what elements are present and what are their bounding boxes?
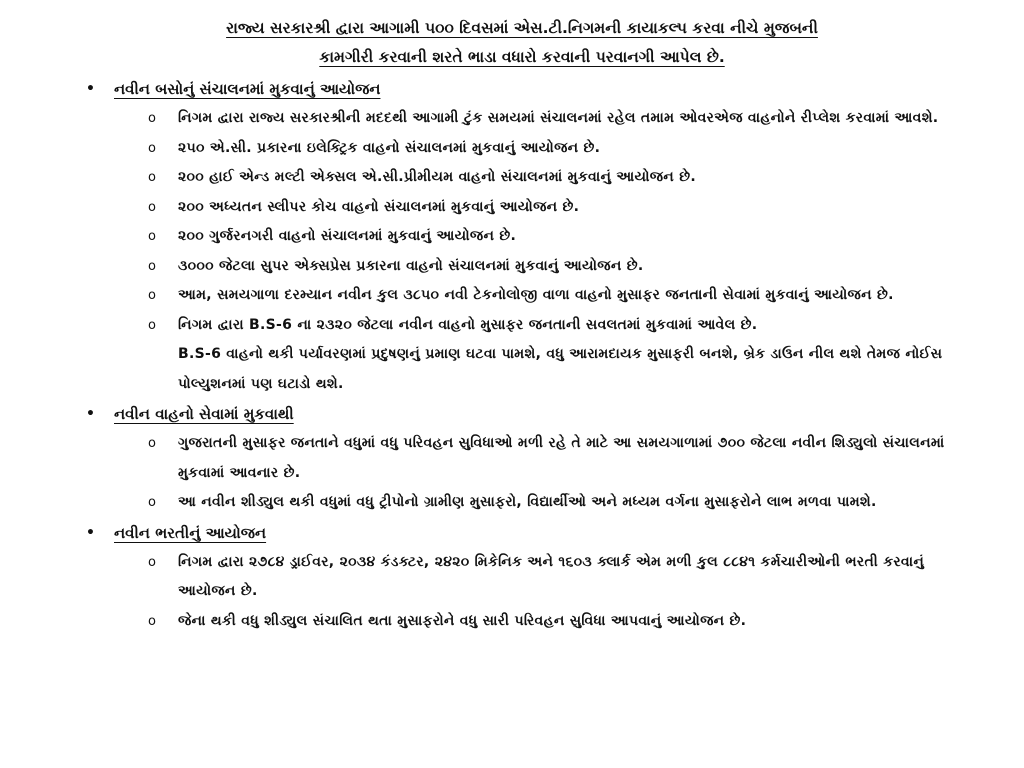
section-heading [70, 401, 984, 427]
list-item [70, 548, 984, 607]
section-heading [70, 76, 984, 102]
item-list [70, 429, 984, 518]
sub-bullet-circle-icon: o [148, 258, 157, 274]
sub-bullet-circle-icon: o [148, 554, 157, 570]
list-item-text: ગુજરાતની મુસાફર જનતાને વધુમાં વધુ પરિવહન સુવિધાઓ મળી રહે તે માટે આ સમયગાળામાં ૭૦૦ જેટલા નવીન શિડ્યુલો સંચાલનમાં મુકવામાં આવનાર છે. [178, 435, 945, 481]
section-heading-text: નવીન ભરતીનું આયોજન [114, 523, 267, 542]
list-item [70, 104, 984, 134]
sub-bullet-circle-icon: o [148, 229, 157, 244]
sub-bullet-circle-icon: o [148, 111, 157, 126]
bullet-dot-icon: • [86, 406, 95, 422]
list-item [70, 488, 984, 518]
section [70, 76, 984, 399]
list-item [70, 311, 984, 400]
list-item [70, 607, 984, 637]
bullet-dot-icon: • [86, 524, 95, 541]
list-item [70, 134, 984, 164]
list-item [70, 281, 984, 311]
list-item-text: ૨૦૦ ગુર્જરનગરી વાહનો સંચાલનમાં મુકવાનું આયોજન છે. [178, 228, 517, 244]
list-item-text: ૩૦૦૦ જેટલા સુપર એક્સપ્રેસ પ્રકારના વાહનો સંચાલનમાં મુકવાનું આયોજન છે. [178, 257, 644, 274]
list-item-text: આ નવીન શીડ્યુલ થકી વધુમાં વધુ ટ્રીપોનો ગ્રામીણ મુસાફરો, વિદ્યાર્થીઓ અને મધ્યમ વર્ગના મુસાફરોને લાભ મળવા પામશે. [178, 494, 877, 510]
item-list [70, 548, 984, 637]
sub-bullet-circle-icon: o [148, 495, 157, 510]
sub-bullet-circle-icon: o [148, 317, 157, 333]
sections-container [70, 76, 984, 636]
section [70, 520, 984, 637]
list-item [70, 193, 984, 223]
section [70, 401, 984, 518]
sub-bullet-circle-icon: o [148, 170, 157, 185]
sub-bullet-circle-icon: o [148, 199, 157, 215]
list-item-text: ૨૦૦ અધ્યતન સ્લીપર કોચ વાહનો સંચાલનમાં મુકવાનું આયોજન છે. [178, 198, 580, 215]
section-heading [70, 520, 984, 546]
section-heading-text: નવીન બસોનું સંચાલનમાં મુકવાનું આયોજન [114, 80, 381, 98]
sub-bullet-circle-icon: o [148, 436, 157, 451]
section-heading-text: નવીન વાહનો સેવામાં મુકવાથી [114, 405, 294, 423]
document-title [70, 14, 984, 72]
list-item [70, 429, 984, 488]
list-item-text: નિગમ દ્વારા ૨૭૮૪ ડ્રાઈવર, ૨૦૩૪ કંડક્ટર, ૨૪૨૦ મિકેનિક અને ૧૬૦૩ ક્લાર્ક એમ મળી કુલ ૮૮૪૧ કર્મચારીઓની ભરતી કરવાનું આયોજન છે. [178, 553, 925, 599]
list-item-text: આમ, સમયગાળા દરમ્યાન નવીન કુલ ૩૮૫૦ નવી ટેકનોલોજી વાળા વાહનો મુસાફર જનતાની સેવામાં મુકવાનું આયોજન છે. [178, 287, 894, 303]
item-list [70, 104, 984, 399]
list-item [70, 163, 984, 193]
sub-bullet-circle-icon: o [148, 140, 157, 156]
list-item-text: B.S-6 વાહનો થકી પર્યાવરણમાં પ્રદુષણનું પ્રમાણ ઘટવા પામશે, વધુ આરામદાયક મુસાફરી બનશે, બ્રેક ડાઉન નીલ થશે તેમજ નોઈસ પોલ્યુશનમાં પણ ઘટાડો થશે. [178, 346, 943, 392]
sub-bullet-circle-icon: o [148, 288, 157, 303]
title-line-1: રાજ્ય સરકારશ્રી દ્વારા આગામી ૫૦૦ દિવસમાં એસ.ટી.નિગમની કાયાકલ્પ કરવા નીચે મુજબની [226, 19, 818, 37]
list-item-text: ૨૫૦ એ.સી. પ્રકારના ઇલેક્ટ્રિક વાહનો સંચાલનમાં મુકવાનું આયોજન છે. [178, 139, 601, 156]
list-item-text: નિગમ દ્વારા B.S-6 ના ૨૩૨૦ જેટલા નવીન વાહનો મુસાફર જનતાની સવલતમાં મુકવામાં આવેલ છે. [178, 316, 758, 333]
list-item-text: જેના થકી વધુ શીડ્યુલ સંચાલિત થતા મુસાફરોને વધુ સારી પરિવહન સુવિધા આપવાનું આયોજન છે. [178, 612, 747, 629]
list-item [70, 222, 984, 252]
list-item [70, 252, 984, 282]
bullet-dot-icon: • [86, 81, 95, 97]
list-item-text: નિગમ દ્વારા રાજ્ય સરકારશ્રીની મદદથી આગામી ટુંક સમયમાં સંચાલનમાં રહેલ તમામ ઓવરએજ વાહનોને રીપ્લેશ કરવામાં આવશે. [178, 110, 939, 126]
list-item-text: ૨૦૦ હાઈ એન્ડ મલ્ટી એક્સલ એ.સી.પ્રીમીયમ વાહનો સંચાલનમાં મુકવાનું આયોજન છે. [178, 169, 696, 185]
title-line-2: કામગીરી કરવાની શરતે ભાડા વધારો કરવાની પરવાનગી આપેલ છે. [319, 48, 725, 66]
sub-bullet-circle-icon: o [148, 613, 157, 629]
